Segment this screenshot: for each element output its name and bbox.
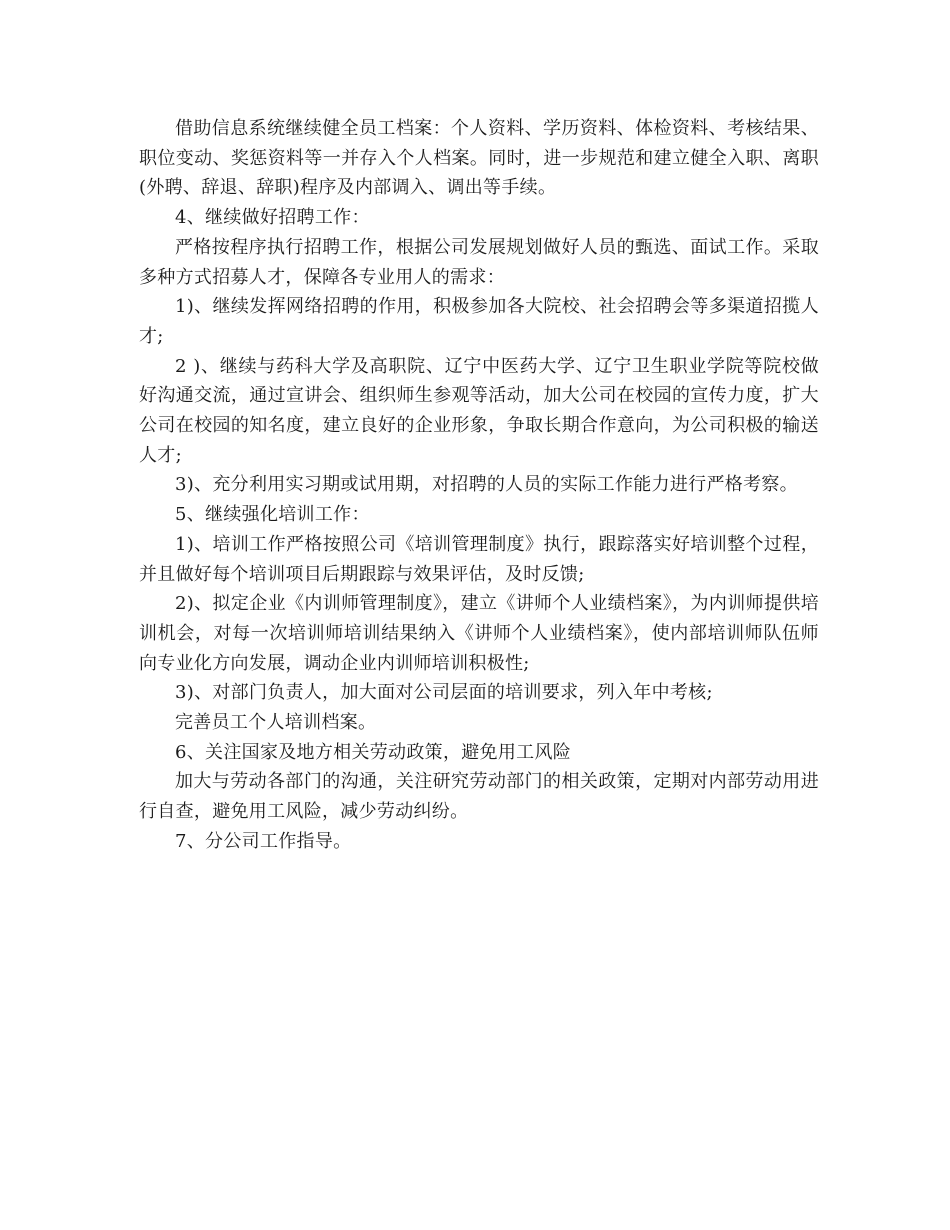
paragraph-recruitment-procedure: 严格按程序执行招聘工作，根据公司发展规划做好人员的甄选、面试工作。采取多种方式招募人才，保障各专业用人的需求： [139,236,819,288]
list-item-department-heads: 3)、对部门负责人，加大面对公司层面的培训要求，列入年中考核; [175,682,713,704]
paragraph-labor-communication: 加大与劳动各部门的沟通，关注研究劳动部门的相关政策，定期对内部劳动用进行自查，避免用工风险，减少劳动纠纷。 [139,771,819,823]
heading-recruitment: 4、继续做好招聘工作： [175,207,370,229]
document-body [139,114,819,857]
heading-labor-policy: 6、关注国家及地方相关劳动政策，避免用工风险 [175,741,572,763]
list-item-training-system: 1)、培训工作严格按照公司《培训管理制度》执行，跟踪落实好培训整个过程，并且做好每个培训项目后期跟踪与效果评估，及时反馈; [139,533,819,585]
list-item-online-recruitment: 1)、继续发挥网络招聘的作用，积极参加各大院校、社会招聘会等多渠道招揽人才; [139,296,819,347]
paragraph-training-archives: 完善员工个人培训档案。 [175,712,377,734]
paragraph-employee-archives: 借助信息系统继续健全员工档案：个人资料、学历资料、体检资料、考核结果、职位变动、奖惩资料等一并存入个人档案。同时，进一步规范和建立健全入职、离职(外聘、辞退、辞职)程序及内部调入、调出等手续。 [139,118,819,199]
heading-branch-guidance: 7、分公司工作指导。 [175,830,352,852]
heading-training: 5、继续强化培训工作： [175,504,370,526]
list-item-internal-trainers: 2)、拟定企业《内训师管理制度》，建立《讲师个人业绩档案》，为内训师提供培训机会，对每一次培训师培训结果纳入《讲师个人业绩档案》，使内部培训师队伍师向专业化方向发展，调动企业内训师培训积极性; [139,593,819,674]
list-item-probation-assessment: 3)、充分利用实习期或试用期，对招聘的人员的实际工作能力进行严格考察。 [175,474,798,496]
list-item-campus-cooperation: 2 )、继续与药科大学及高职院、辽宁中医药大学、辽宁卫生职业学院等院校做好沟通交流，通过宣讲会、组织师生参观等活动，加大公司在校园的宣传力度，扩大公司在校园的知名度，建立良好的企业形象，争取长期合作意向，为公司积极的输送人才; [139,355,819,466]
